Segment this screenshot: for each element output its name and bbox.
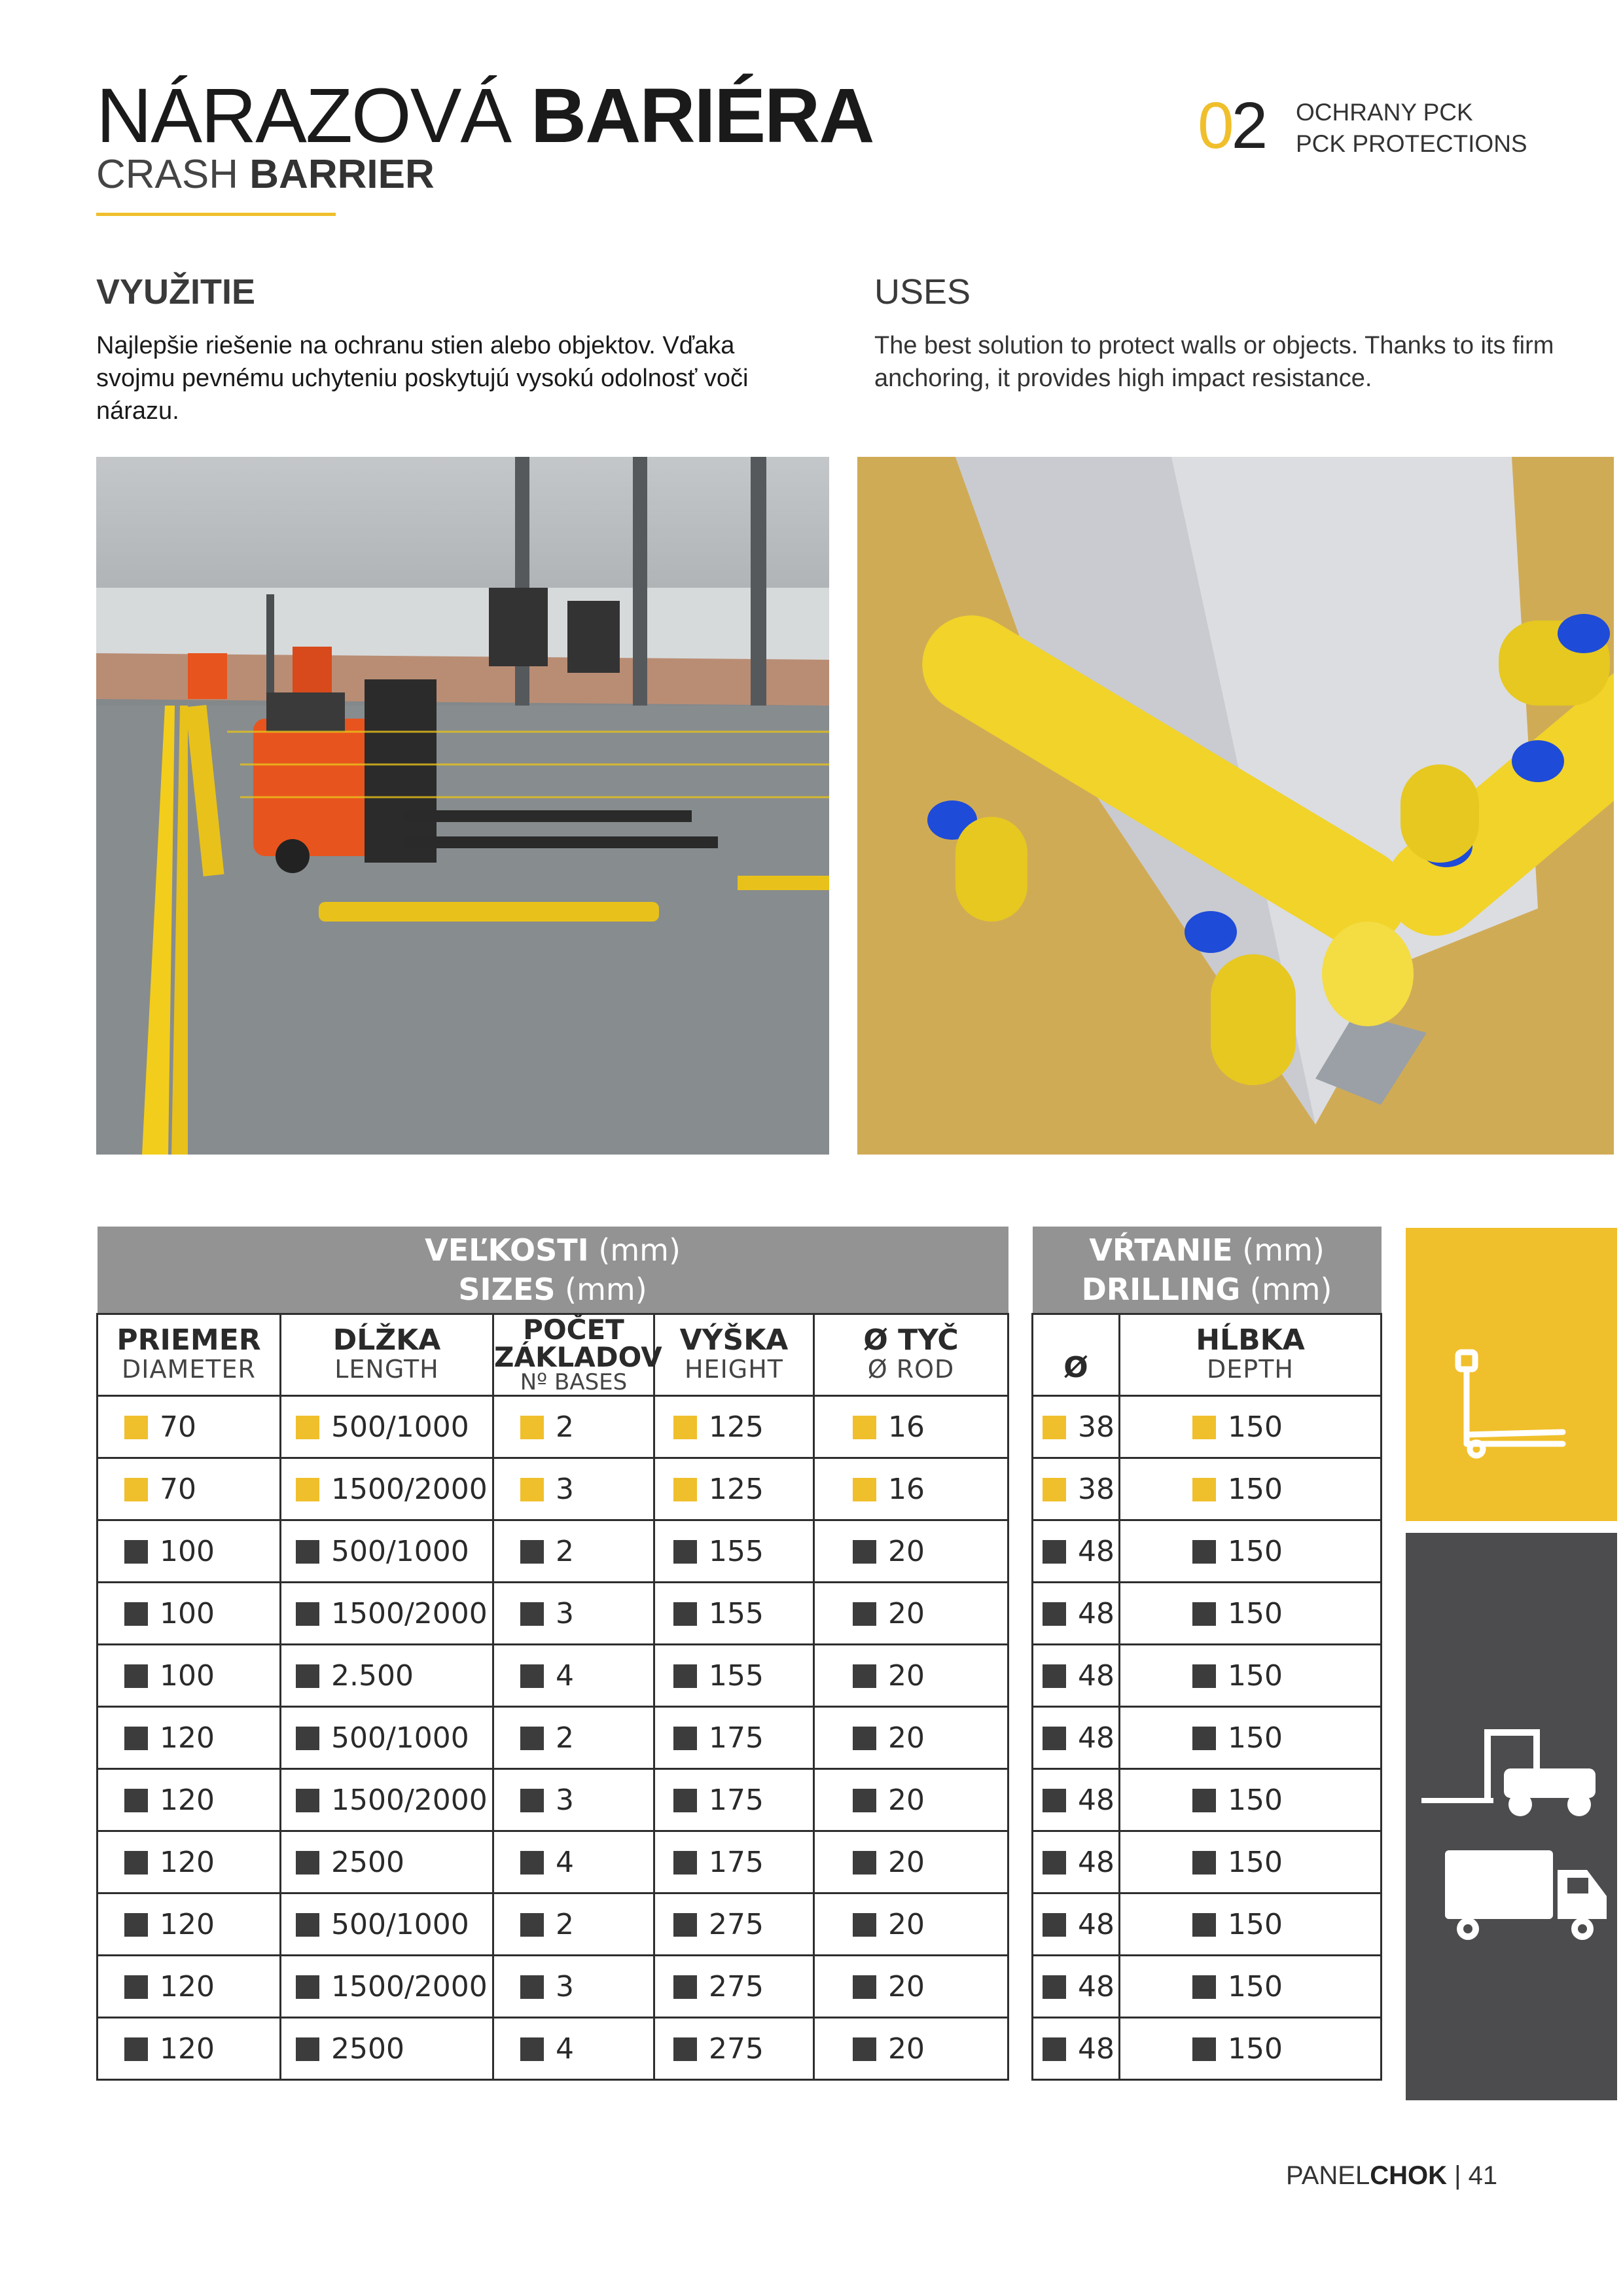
bases-cell: 3: [493, 1583, 654, 1645]
color-swatch: [520, 1478, 544, 1501]
table-row: [1033, 1520, 1382, 1583]
rod-cell: 16: [814, 1396, 1008, 1458]
color-swatch: [124, 1602, 148, 1626]
bases-cell: 3: [493, 1458, 654, 1520]
pallet-truck-panel: [1406, 1228, 1617, 1521]
color-swatch: [1192, 1602, 1216, 1626]
sizes-table-header: [98, 1314, 1008, 1396]
color-swatch: [520, 1913, 544, 1937]
diameter-cell: 120: [98, 2018, 281, 2080]
bases-cell: 4: [493, 1645, 654, 1707]
height-cell: 275: [654, 2018, 814, 2080]
table-row: [98, 1769, 1008, 1831]
color-swatch: [296, 1975, 319, 1999]
length-cell: 1500/2000: [281, 1458, 493, 1520]
color-swatch: [673, 1416, 697, 1439]
transport-panel: [1406, 1533, 1617, 2100]
page-number: 41: [1468, 2161, 1498, 2190]
table-row: [1033, 2018, 1382, 2080]
color-swatch: [853, 1416, 876, 1439]
table-row: [1033, 1583, 1382, 1645]
height-cell: 175: [654, 1707, 814, 1769]
rod-cell: 20: [814, 1769, 1008, 1831]
bases-cell: 4: [493, 2018, 654, 2080]
height-cell: 155: [654, 1520, 814, 1583]
length-cell: 500/1000: [281, 1707, 493, 1769]
uses-text-en: The best solution to protect walls or objects. Thanks to its firm anchoring, it provides high impact resistance.: [874, 332, 1554, 392]
color-swatch: [673, 1913, 697, 1937]
color-swatch: [296, 1540, 319, 1564]
drilling-table-header: [1033, 1314, 1382, 1396]
table-row: [98, 1956, 1008, 2018]
drill-depth-cell: 150: [1120, 1707, 1382, 1769]
drill-diameter-cell: 48: [1033, 1707, 1120, 1769]
color-swatch: [296, 1664, 319, 1688]
pallet-truck-icon: [1406, 1228, 1617, 1521]
drill-depth-cell: 150: [1120, 2018, 1382, 2080]
color-swatch: [296, 1727, 319, 1750]
color-swatch: [853, 1789, 876, 1812]
color-swatch: [1192, 1664, 1216, 1688]
color-swatch: [520, 1789, 544, 1812]
color-swatch: [1192, 1727, 1216, 1750]
color-swatch: [1043, 1602, 1066, 1626]
length-cell: 500/1000: [281, 1893, 493, 1956]
color-swatch: [853, 1664, 876, 1688]
length-cell: 2500: [281, 2018, 493, 2080]
uses-text-sk: Najlepšie riešenie na ochranu stien alebo objektov. Vďaka svojmu pevnému uchyteniu poskytujú vysokú odolnosť voči nárazu.: [96, 332, 749, 425]
color-swatch: [673, 1478, 697, 1501]
color-swatch: [853, 1478, 876, 1501]
color-swatch: [673, 1540, 697, 1564]
color-swatch: [853, 1602, 876, 1626]
height-cell: 125: [654, 1396, 814, 1458]
drilling-table-band: VŔTANIE (mm) DRILLING (mm): [1033, 1227, 1382, 1314]
col-rod: Ø TYČ Ø ROD: [814, 1314, 1008, 1396]
color-swatch: [673, 1851, 697, 1874]
color-swatch: [296, 1789, 319, 1812]
drill-depth-cell: 150: [1120, 1831, 1382, 1893]
color-swatch: [1192, 1789, 1216, 1812]
height-cell: 155: [654, 1645, 814, 1707]
table-row: [98, 1707, 1008, 1769]
color-swatch: [296, 1913, 319, 1937]
color-swatch: [673, 1602, 697, 1626]
drill-depth-cell: 150: [1120, 1520, 1382, 1583]
diameter-cell: 120: [98, 1831, 281, 1893]
forklift-icon: [1406, 1716, 1617, 1847]
color-swatch: [1043, 2037, 1066, 2061]
drill-depth-cell: 150: [1120, 1458, 1382, 1520]
drill-depth-cell: 150: [1120, 1396, 1382, 1458]
diameter-cell: 100: [98, 1520, 281, 1583]
color-swatch: [520, 2037, 544, 2061]
rod-cell: 20: [814, 1893, 1008, 1956]
color-swatch: [1043, 1913, 1066, 1937]
height-cell: 275: [654, 1956, 814, 2018]
color-swatch: [673, 1789, 697, 1812]
color-swatch: [520, 1727, 544, 1750]
color-swatch: [1043, 1727, 1066, 1750]
table-row: [1033, 1831, 1382, 1893]
table-row: [98, 1458, 1008, 1520]
color-swatch: [296, 2037, 319, 2061]
color-swatch: [124, 1851, 148, 1874]
color-swatch: [1043, 1975, 1066, 1999]
length-cell: 2.500: [281, 1645, 493, 1707]
drilling-table: [1031, 1227, 1382, 2081]
page-footer: PANELCHOK | 41: [1286, 2161, 1498, 2190]
color-swatch: [1192, 1975, 1216, 1999]
color-swatch: [853, 1851, 876, 1874]
bases-cell: 2: [493, 1707, 654, 1769]
color-swatch: [853, 1727, 876, 1750]
table-row: [98, 1893, 1008, 1956]
category-en: PCK PROTECTIONS: [1296, 130, 1527, 157]
diameter-cell: 100: [98, 1583, 281, 1645]
height-cell: 175: [654, 1831, 814, 1893]
length-cell: 2500: [281, 1831, 493, 1893]
color-swatch: [124, 1913, 148, 1937]
color-swatch: [124, 1975, 148, 1999]
bases-cell: 4: [493, 1831, 654, 1893]
diameter-cell: 120: [98, 1707, 281, 1769]
color-swatch: [296, 1478, 319, 1501]
rod-cell: 20: [814, 1583, 1008, 1645]
table-row: [1033, 1769, 1382, 1831]
bases-cell: 3: [493, 1769, 654, 1831]
category-sk: OCHRANY PCK: [1296, 99, 1473, 126]
page-subtitle: CRASH BARRIER: [96, 152, 435, 197]
title-underline: [96, 213, 336, 216]
diameter-cell: 70: [98, 1396, 281, 1458]
delivery-truck-icon: [1406, 1831, 1617, 1962]
rod-cell: 20: [814, 1707, 1008, 1769]
color-swatch: [853, 1913, 876, 1937]
table-row: [98, 2018, 1008, 2080]
color-swatch: [296, 1416, 319, 1439]
rod-cell: 20: [814, 1956, 1008, 2018]
bases-cell: 2: [493, 1396, 654, 1458]
table-row: [1033, 1396, 1382, 1458]
height-cell: 155: [654, 1583, 814, 1645]
color-swatch: [1043, 1789, 1066, 1812]
section-category: [1296, 97, 1527, 160]
color-swatch: [1192, 2037, 1216, 2061]
bases-cell: 2: [493, 1520, 654, 1583]
color-swatch: [1043, 1540, 1066, 1564]
drill-diameter-cell: 48: [1033, 1645, 1120, 1707]
drill-diameter-cell: 48: [1033, 1769, 1120, 1831]
table-row: [1033, 1707, 1382, 1769]
sizes-table: [96, 1227, 1009, 2081]
length-cell: 500/1000: [281, 1396, 493, 1458]
color-swatch: [520, 1851, 544, 1874]
height-cell: 275: [654, 1893, 814, 1956]
color-swatch: [1043, 1664, 1066, 1688]
color-swatch: [124, 1664, 148, 1688]
col-drill-diameter: Ø: [1033, 1314, 1120, 1396]
length-cell: 1500/2000: [281, 1769, 493, 1831]
color-swatch: [296, 1602, 319, 1626]
color-swatch: [124, 1540, 148, 1564]
length-cell: 500/1000: [281, 1520, 493, 1583]
color-swatch: [673, 1727, 697, 1750]
rod-cell: 16: [814, 1458, 1008, 1520]
height-cell: 125: [654, 1458, 814, 1520]
drill-diameter-cell: 38: [1033, 1396, 1120, 1458]
drill-diameter-cell: 48: [1033, 1893, 1120, 1956]
color-swatch: [1192, 1913, 1216, 1937]
rod-cell: 20: [814, 2018, 1008, 2080]
color-swatch: [673, 1975, 697, 1999]
color-swatch: [520, 1664, 544, 1688]
color-swatch: [1192, 1416, 1216, 1439]
table-row: [98, 1645, 1008, 1707]
drill-diameter-cell: 38: [1033, 1458, 1120, 1520]
color-swatch: [1192, 1478, 1216, 1501]
color-swatch: [673, 1664, 697, 1688]
drill-diameter-cell: 48: [1033, 1583, 1120, 1645]
color-swatch: [1192, 1851, 1216, 1874]
rod-cell: 20: [814, 1520, 1008, 1583]
section-number: 02: [1198, 89, 1266, 162]
color-swatch: [124, 1416, 148, 1439]
color-swatch: [124, 1727, 148, 1750]
color-swatch: [296, 1851, 319, 1874]
drill-depth-cell: 150: [1120, 1769, 1382, 1831]
uses-heading-en: USES: [874, 272, 971, 312]
col-length: DĹŽKA LENGTH: [281, 1314, 493, 1396]
color-swatch: [124, 1789, 148, 1812]
bases-cell: 3: [493, 1956, 654, 2018]
drill-depth-cell: 150: [1120, 1583, 1382, 1645]
table-row: [1033, 1893, 1382, 1956]
col-height: VÝŠKA HEIGHT: [654, 1314, 814, 1396]
color-swatch: [1192, 1540, 1216, 1564]
table-row: [1033, 1458, 1382, 1520]
color-swatch: [1043, 1478, 1066, 1501]
barrier-photo: [857, 457, 1614, 1155]
color-swatch: [853, 2037, 876, 2061]
drill-depth-cell: 150: [1120, 1645, 1382, 1707]
table-row: [98, 1583, 1008, 1645]
diameter-cell: 120: [98, 1956, 281, 2018]
diameter-cell: 100: [98, 1645, 281, 1707]
col-diameter: PRIEMER DIAMETER: [98, 1314, 281, 1396]
table-row: [98, 1831, 1008, 1893]
color-swatch: [1043, 1851, 1066, 1874]
bases-cell: 2: [493, 1893, 654, 1956]
color-swatch: [1043, 1416, 1066, 1439]
color-swatch: [853, 1540, 876, 1564]
color-swatch: [124, 1478, 148, 1501]
height-cell: 175: [654, 1769, 814, 1831]
table-row: [1033, 1956, 1382, 2018]
drill-depth-cell: 150: [1120, 1956, 1382, 2018]
color-swatch: [673, 2037, 697, 2061]
length-cell: 1500/2000: [281, 1956, 493, 2018]
table-row: [1033, 1645, 1382, 1707]
rod-cell: 20: [814, 1831, 1008, 1893]
color-swatch: [520, 1540, 544, 1564]
diameter-cell: 70: [98, 1458, 281, 1520]
color-swatch: [520, 1975, 544, 1999]
col-drill-depth: HĹBKA DEPTH: [1120, 1314, 1382, 1396]
diameter-cell: 120: [98, 1769, 281, 1831]
drill-diameter-cell: 48: [1033, 1520, 1120, 1583]
drill-diameter-cell: 48: [1033, 2018, 1120, 2080]
drill-diameter-cell: 48: [1033, 1956, 1120, 2018]
page-title: NÁRAZOVÁ BARIÉRA: [96, 73, 874, 159]
sizes-table-band: VEĽKOSTI (mm) SIZES (mm): [98, 1227, 1008, 1314]
drill-depth-cell: 150: [1120, 1893, 1382, 1956]
color-swatch: [853, 1975, 876, 1999]
color-swatch: [124, 2037, 148, 2061]
uses-heading-sk: VYUŽITIE: [96, 272, 256, 312]
warehouse-photo: [96, 457, 829, 1155]
table-row: [98, 1520, 1008, 1583]
col-bases: POČET ZÁKLADOV Nº BASES: [494, 1314, 662, 1395]
color-swatch: [520, 1602, 544, 1626]
length-cell: 1500/2000: [281, 1583, 493, 1645]
color-swatch: [520, 1416, 544, 1439]
table-row: [98, 1396, 1008, 1458]
diameter-cell: 120: [98, 1893, 281, 1956]
drill-diameter-cell: 48: [1033, 1831, 1120, 1893]
rod-cell: 20: [814, 1645, 1008, 1707]
